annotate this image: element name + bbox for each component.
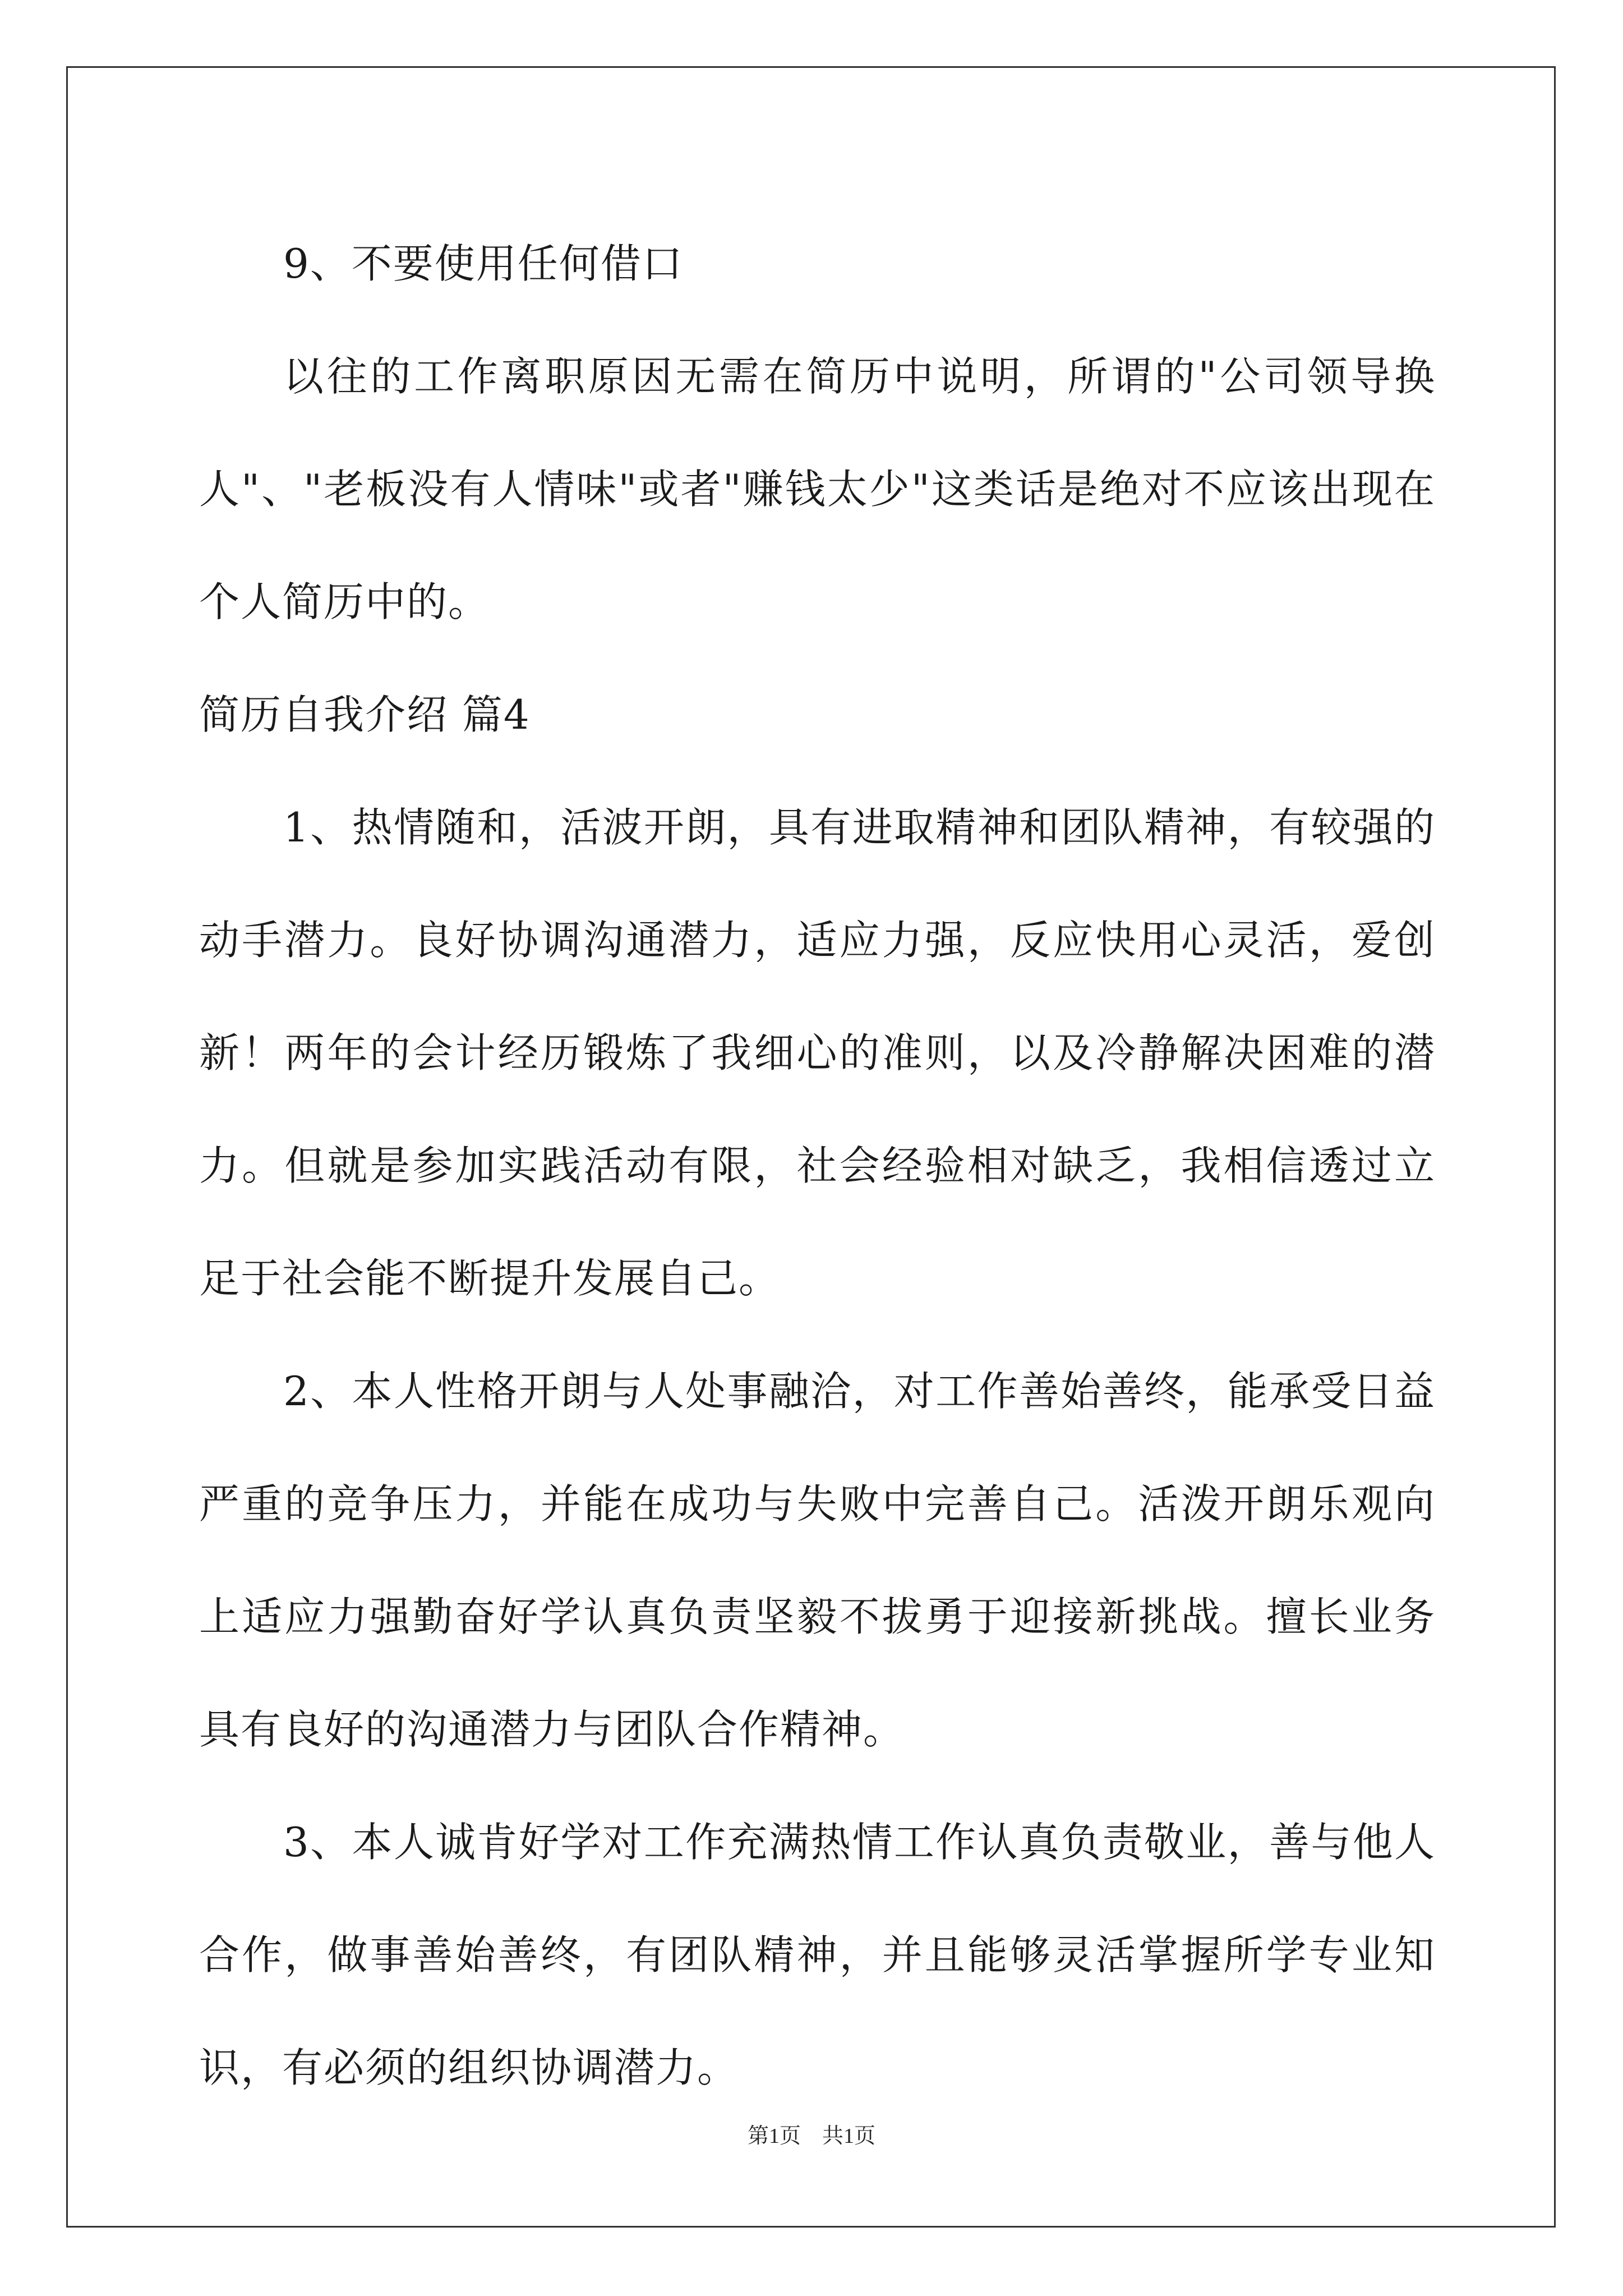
paragraph-item-1: 1、热情随和，活波开朗，具有进取精神和团队精神，有较强的动手潜力。良好协调沟通潜力，适应力强，反应快用心灵活，爱创新！两年的会计经历锻炼了我细心的准则，以及冷静解决困难的潜力。但就是参加实践活动有限，社会经验相对缺乏，我相信透过立足于社会能不断提升发展自己。 (199, 804, 1436, 1302)
paragraph-reasons: 以往的工作离职原因无需在简历中说明，所谓的"公司领导换人"、"老板没有人情味"或者"赚钱太少"这类话是绝对不应该出现在个人简历中的。 (199, 353, 1436, 625)
page-number-footer: 第1页 共1页 (747, 2124, 875, 2148)
paragraph-item-9: 9、不要使用任何借口 (283, 240, 684, 287)
section-heading: 简历自我介绍 篇4 (199, 691, 531, 738)
paragraph-item-3: 3、本人诚肯好学对工作充满热情工作认真负责敬业，善与他人合作，做事善始善终，有团队精神，并且能够灵活掌握所学专业知识，有必须的组织协调潜力。 (199, 1819, 1436, 2091)
document-body (199, 208, 1436, 2124)
paragraph-item-2: 2、本人性格开朗与人处事融洽，对工作善始善终，能承受日益严重的竞争压力，并能在成功与失败中完善自己。活泼开朗乐观向上适应力强勤奋好学认真负责坚毅不拔勇于迎接新挑战。擅长业务具有良好的沟通潜力与团队合作精神。 (199, 1368, 1436, 1753)
